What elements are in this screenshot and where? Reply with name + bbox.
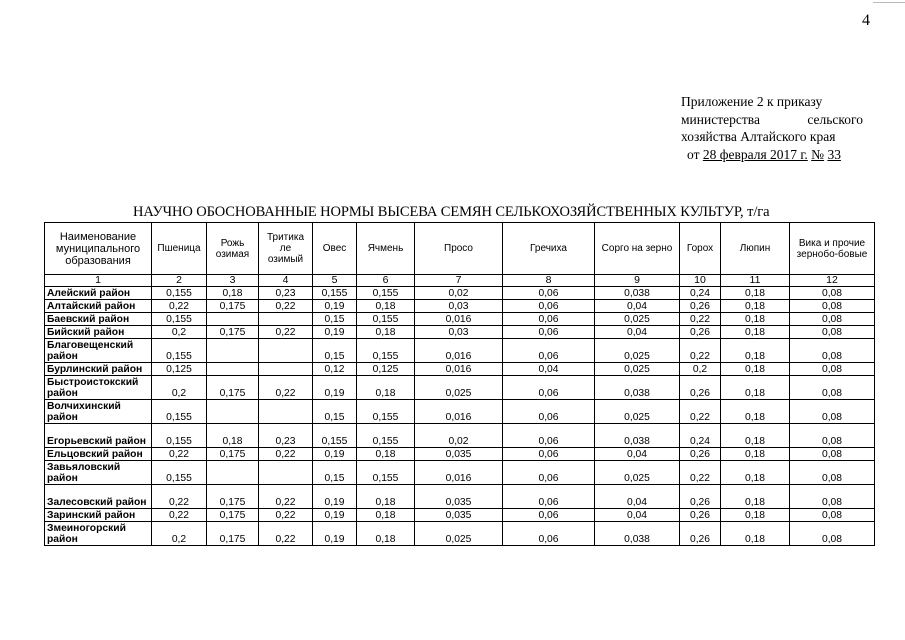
value-cell: 0,155 xyxy=(152,313,207,326)
value-cell: 0,155 xyxy=(152,287,207,300)
value-cell xyxy=(207,461,259,485)
value-cell: 0,18 xyxy=(721,485,790,509)
column-number: 5 xyxy=(313,275,357,287)
value-cell: 0,08 xyxy=(790,313,875,326)
value-cell: 0,08 xyxy=(790,424,875,448)
value-cell: 0,18 xyxy=(721,313,790,326)
value-cell: 0,175 xyxy=(207,326,259,339)
value-cell: 0,08 xyxy=(790,522,875,546)
value-cell: 0,18 xyxy=(721,522,790,546)
appendix-date-prefix: от xyxy=(687,146,700,162)
value-cell: 0,23 xyxy=(259,287,313,300)
table-row xyxy=(45,461,875,485)
value-cell: 0,025 xyxy=(415,376,503,400)
value-cell: 0,08 xyxy=(790,400,875,424)
value-cell: 0,155 xyxy=(357,424,415,448)
appendix-line-4 xyxy=(681,146,863,164)
value-cell: 0,26 xyxy=(680,300,721,313)
value-cell: 0,26 xyxy=(680,448,721,461)
table-row xyxy=(45,376,875,400)
column-number: 7 xyxy=(415,275,503,287)
value-cell: 0,175 xyxy=(207,522,259,546)
column-number: 3 xyxy=(207,275,259,287)
value-cell: 0,18 xyxy=(721,300,790,313)
value-cell: 0,23 xyxy=(259,424,313,448)
value-cell: 0,06 xyxy=(503,400,595,424)
header-cell: Горох xyxy=(680,223,721,275)
table-header-row xyxy=(45,223,875,275)
value-cell: 0,04 xyxy=(595,485,680,509)
value-cell: 0,02 xyxy=(415,424,503,448)
value-cell: 0,06 xyxy=(503,522,595,546)
value-cell: 0,2 xyxy=(680,363,721,376)
column-number: 9 xyxy=(595,275,680,287)
table-row xyxy=(45,326,875,339)
value-cell: 0,15 xyxy=(313,339,357,363)
value-cell: 0,035 xyxy=(415,448,503,461)
appendix-number: 33 xyxy=(827,146,841,162)
value-cell: 0,22 xyxy=(259,376,313,400)
value-cell: 0,06 xyxy=(503,461,595,485)
header-cell: Ячмень xyxy=(357,223,415,275)
value-cell: 0,18 xyxy=(357,509,415,522)
column-number: 11 xyxy=(721,275,790,287)
value-cell: 0,06 xyxy=(503,339,595,363)
value-cell: 0,04 xyxy=(595,509,680,522)
header-cell: Вика и прочие зернобо-бовые xyxy=(790,223,875,275)
value-cell xyxy=(259,400,313,424)
value-cell: 0,19 xyxy=(313,485,357,509)
appendix-line-2-right: сельского xyxy=(807,111,863,127)
value-cell: 0,19 xyxy=(313,448,357,461)
value-cell: 0,22 xyxy=(152,300,207,313)
value-cell: 0,22 xyxy=(259,326,313,339)
value-cell: 0,016 xyxy=(415,339,503,363)
value-cell: 0,18 xyxy=(357,448,415,461)
value-cell: 0,22 xyxy=(680,313,721,326)
district-name: Змеиногорский район xyxy=(45,522,152,546)
value-cell: 0,04 xyxy=(503,363,595,376)
header-cell: Пшеница xyxy=(152,223,207,275)
value-cell xyxy=(259,339,313,363)
value-cell: 0,26 xyxy=(680,326,721,339)
column-number-row xyxy=(45,275,875,287)
table-row xyxy=(45,509,875,522)
table-row xyxy=(45,339,875,363)
value-cell: 0,04 xyxy=(595,326,680,339)
district-name: Бурлинский район xyxy=(45,363,152,376)
value-cell: 0,016 xyxy=(415,461,503,485)
header-cell: Овес xyxy=(313,223,357,275)
value-cell: 0,18 xyxy=(721,400,790,424)
value-cell: 0,175 xyxy=(207,448,259,461)
value-cell: 0,155 xyxy=(357,339,415,363)
table-row xyxy=(45,485,875,509)
value-cell: 0,18 xyxy=(721,339,790,363)
value-cell: 0,035 xyxy=(415,509,503,522)
value-cell: 0,19 xyxy=(313,376,357,400)
value-cell xyxy=(207,400,259,424)
value-cell: 0,26 xyxy=(680,509,721,522)
value-cell: 0,06 xyxy=(503,326,595,339)
value-cell: 0,03 xyxy=(415,300,503,313)
value-cell: 0,18 xyxy=(357,376,415,400)
value-cell: 0,18 xyxy=(721,461,790,485)
value-cell: 0,025 xyxy=(595,363,680,376)
district-name: Егорьевский район xyxy=(45,424,152,448)
district-name: Баевский район xyxy=(45,313,152,326)
header-cell: Гречиха xyxy=(503,223,595,275)
value-cell: 0,155 xyxy=(152,400,207,424)
value-cell: 0,24 xyxy=(680,287,721,300)
value-cell: 0,15 xyxy=(313,313,357,326)
value-cell: 0,038 xyxy=(595,424,680,448)
value-cell: 0,18 xyxy=(357,300,415,313)
value-cell: 0,08 xyxy=(790,300,875,313)
value-cell: 0,025 xyxy=(595,313,680,326)
value-cell: 0,02 xyxy=(415,287,503,300)
table-row xyxy=(45,300,875,313)
value-cell xyxy=(207,339,259,363)
value-cell: 0,155 xyxy=(357,313,415,326)
table-row xyxy=(45,424,875,448)
value-cell: 0,2 xyxy=(152,326,207,339)
header-cell: Тритика ле озимый xyxy=(259,223,313,275)
value-cell: 0,08 xyxy=(790,461,875,485)
district-name: Ельцовский район xyxy=(45,448,152,461)
value-cell: 0,18 xyxy=(721,287,790,300)
value-cell: 0,18 xyxy=(721,509,790,522)
value-cell: 0,025 xyxy=(595,461,680,485)
column-number: 8 xyxy=(503,275,595,287)
value-cell: 0,155 xyxy=(152,339,207,363)
value-cell: 0,08 xyxy=(790,363,875,376)
header-cell: Люпин xyxy=(721,223,790,275)
district-name: Завьяловский район xyxy=(45,461,152,485)
value-cell: 0,155 xyxy=(152,424,207,448)
document-title: НАУЧНО ОБОСНОВАННЫЕ НОРМЫ ВЫСЕВА СЕМЯН СЕЛЬКОХОЗЯЙСТВЕННЫХ КУЛЬТУР, т/га xyxy=(133,204,770,220)
value-cell: 0,175 xyxy=(207,485,259,509)
value-cell: 0,08 xyxy=(790,287,875,300)
value-cell: 0,155 xyxy=(313,424,357,448)
value-cell: 0,175 xyxy=(207,509,259,522)
value-cell: 0,24 xyxy=(680,424,721,448)
district-name: Заринский район xyxy=(45,509,152,522)
value-cell: 0,18 xyxy=(357,485,415,509)
value-cell: 0,18 xyxy=(721,363,790,376)
table-row xyxy=(45,448,875,461)
value-cell: 0,06 xyxy=(503,313,595,326)
table-row xyxy=(45,363,875,376)
district-name: Алейский район xyxy=(45,287,152,300)
header-cell: Сорго на зерно xyxy=(595,223,680,275)
value-cell: 0,19 xyxy=(313,326,357,339)
appendix-number-label: № xyxy=(811,146,825,162)
value-cell: 0,18 xyxy=(721,424,790,448)
appendix-note xyxy=(681,93,863,163)
district-name: Бийский район xyxy=(45,326,152,339)
value-cell: 0,22 xyxy=(680,400,721,424)
value-cell: 0,155 xyxy=(357,461,415,485)
value-cell: 0,08 xyxy=(790,485,875,509)
value-cell: 0,22 xyxy=(259,509,313,522)
value-cell: 0,025 xyxy=(595,339,680,363)
value-cell xyxy=(207,363,259,376)
value-cell: 0,12 xyxy=(313,363,357,376)
value-cell: 0,26 xyxy=(680,522,721,546)
value-cell: 0,22 xyxy=(680,339,721,363)
header-cell: Наименование муниципального образования xyxy=(45,223,152,275)
value-cell: 0,016 xyxy=(415,313,503,326)
value-cell: 0,08 xyxy=(790,509,875,522)
value-cell: 0,08 xyxy=(790,339,875,363)
value-cell: 0,22 xyxy=(152,509,207,522)
value-cell: 0,025 xyxy=(595,400,680,424)
value-cell: 0,06 xyxy=(503,485,595,509)
header-cell: Рожь озимая xyxy=(207,223,259,275)
value-cell: 0,155 xyxy=(313,287,357,300)
value-cell: 0,06 xyxy=(503,424,595,448)
value-cell: 0,025 xyxy=(415,522,503,546)
value-cell: 0,155 xyxy=(357,287,415,300)
table-body xyxy=(45,287,875,546)
value-cell: 0,035 xyxy=(415,485,503,509)
value-cell: 0,038 xyxy=(595,376,680,400)
value-cell xyxy=(207,313,259,326)
district-name: Волчихинский район xyxy=(45,400,152,424)
value-cell: 0,18 xyxy=(357,326,415,339)
page-number: 4 xyxy=(862,12,870,29)
value-cell: 0,016 xyxy=(415,400,503,424)
value-cell: 0,175 xyxy=(207,300,259,313)
value-cell: 0,03 xyxy=(415,326,503,339)
value-cell: 0,175 xyxy=(207,376,259,400)
value-cell: 0,18 xyxy=(207,287,259,300)
appendix-line-1: Приложение 2 к приказу xyxy=(681,94,823,109)
value-cell: 0,18 xyxy=(207,424,259,448)
value-cell: 0,22 xyxy=(259,300,313,313)
value-cell: 0,155 xyxy=(357,400,415,424)
value-cell: 0,22 xyxy=(152,448,207,461)
appendix-line-2 xyxy=(681,111,863,129)
district-name: Алтайский район xyxy=(45,300,152,313)
appendix-line-3: хозяйства Алтайского края xyxy=(681,129,836,144)
value-cell xyxy=(259,313,313,326)
value-cell: 0,08 xyxy=(790,448,875,461)
value-cell: 0,19 xyxy=(313,300,357,313)
table-row xyxy=(45,400,875,424)
seeding-norms-table xyxy=(44,222,875,546)
column-number: 1 xyxy=(45,275,152,287)
value-cell: 0,125 xyxy=(357,363,415,376)
value-cell: 0,038 xyxy=(595,287,680,300)
value-cell: 0,016 xyxy=(415,363,503,376)
column-number: 12 xyxy=(790,275,875,287)
table-row xyxy=(45,313,875,326)
value-cell: 0,06 xyxy=(503,376,595,400)
value-cell: 0,08 xyxy=(790,376,875,400)
value-cell: 0,038 xyxy=(595,522,680,546)
value-cell: 0,26 xyxy=(680,376,721,400)
value-cell: 0,06 xyxy=(503,448,595,461)
value-cell: 0,22 xyxy=(680,461,721,485)
value-cell: 0,15 xyxy=(313,461,357,485)
column-number: 2 xyxy=(152,275,207,287)
value-cell: 0,19 xyxy=(313,522,357,546)
value-cell: 0,26 xyxy=(680,485,721,509)
column-number: 6 xyxy=(357,275,415,287)
value-cell xyxy=(259,461,313,485)
value-cell: 0,22 xyxy=(152,485,207,509)
value-cell: 0,155 xyxy=(152,461,207,485)
value-cell: 0,22 xyxy=(259,522,313,546)
appendix-date: 28 февраля 2017 г. xyxy=(702,146,808,162)
table-row xyxy=(45,287,875,300)
value-cell: 0,22 xyxy=(259,448,313,461)
value-cell: 0,125 xyxy=(152,363,207,376)
district-name: Залесовский район xyxy=(45,485,152,509)
value-cell: 0,22 xyxy=(259,485,313,509)
value-cell: 0,2 xyxy=(152,376,207,400)
value-cell: 0,04 xyxy=(595,448,680,461)
column-number: 10 xyxy=(680,275,721,287)
value-cell: 0,08 xyxy=(790,326,875,339)
value-cell: 0,06 xyxy=(503,287,595,300)
header-cell: Просо xyxy=(415,223,503,275)
table-row xyxy=(45,522,875,546)
value-cell: 0,18 xyxy=(357,522,415,546)
scan-edge-mark xyxy=(873,2,905,3)
value-cell: 0,19 xyxy=(313,509,357,522)
value-cell: 0,15 xyxy=(313,400,357,424)
value-cell: 0,2 xyxy=(152,522,207,546)
value-cell: 0,06 xyxy=(503,509,595,522)
value-cell: 0,18 xyxy=(721,448,790,461)
appendix-line-2-left: министерства xyxy=(681,111,760,127)
value-cell xyxy=(259,363,313,376)
value-cell: 0,18 xyxy=(721,326,790,339)
district-name: Благовещенский район xyxy=(45,339,152,363)
district-name: Быстроистокский район xyxy=(45,376,152,400)
column-number: 4 xyxy=(259,275,313,287)
value-cell: 0,04 xyxy=(595,300,680,313)
value-cell: 0,18 xyxy=(721,376,790,400)
value-cell: 0,06 xyxy=(503,300,595,313)
